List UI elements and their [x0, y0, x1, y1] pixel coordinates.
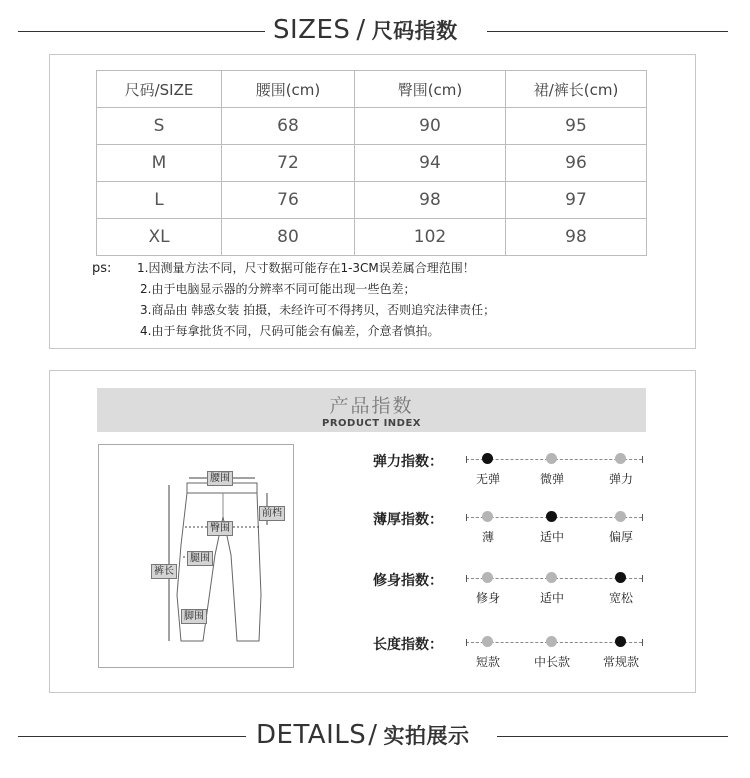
table-row	[97, 108, 647, 145]
hip-cell: 94	[355, 145, 506, 182]
pants-label-hip: 臀围	[207, 521, 233, 536]
index-label: 修身指数：	[373, 573, 443, 589]
sizes-header-en: SIZES	[273, 15, 351, 45]
col-header-size: 尺码/SIZE	[97, 71, 222, 108]
col-header-hip: 臀围(cm)	[355, 71, 506, 108]
index-dot-selected	[615, 572, 626, 583]
note-line: 2.由于电脑显示器的分辨率不同可能出现一些色差；	[140, 282, 416, 296]
pants-label-rise: 前档	[259, 506, 285, 521]
product-index-title-cn: 产品指数	[329, 395, 414, 417]
index-option: 适中	[539, 530, 565, 544]
pants-label-hem: 脚围	[181, 609, 207, 624]
note-line: 1.因测量方法不同，尺寸数据可能存在1-3CM误差属合理范围！	[137, 261, 475, 275]
sizes-header-title	[273, 15, 458, 45]
index-option: 微弹	[539, 472, 565, 486]
details-header-en: DETAILS	[256, 720, 367, 750]
index-option: 薄	[481, 530, 495, 544]
scale-tick	[466, 639, 467, 646]
index-label: 薄厚指数：	[373, 512, 443, 528]
sizes-header-slash: /	[356, 15, 366, 45]
sizes-header-cn: 尺码指数	[371, 19, 458, 43]
hip-cell: 98	[355, 182, 506, 219]
index-option: 中长款	[533, 655, 571, 669]
note-line: 4.由于每拿批货不同，尺码可能会有偏差，介意者慎拍。	[140, 324, 440, 338]
size-cell: M	[97, 145, 222, 182]
product-index-header	[97, 388, 646, 432]
pants-diagram	[98, 444, 294, 668]
table-row	[97, 145, 647, 182]
index-dot-selected	[482, 453, 493, 464]
size-cell: XL	[97, 219, 222, 256]
scale-tick	[466, 456, 467, 463]
table-row	[97, 182, 647, 219]
index-option: 弹力	[608, 472, 634, 486]
index-option: 偏厚	[608, 530, 634, 544]
length-cell: 95	[506, 108, 647, 145]
index-dot	[615, 511, 626, 522]
size-table	[96, 70, 647, 256]
pants-label-waist: 腰围	[207, 471, 233, 486]
length-cell: 96	[506, 145, 647, 182]
details-header-slash: /	[368, 720, 378, 750]
length-cell: 97	[506, 182, 647, 219]
index-dot	[546, 636, 557, 647]
waist-cell: 68	[222, 108, 355, 145]
scale-tick	[466, 575, 467, 582]
index-option: 常规款	[602, 655, 640, 669]
waist-cell: 76	[222, 182, 355, 219]
index-dot-selected	[615, 636, 626, 647]
col-header-waist: 腰围(cm)	[222, 71, 355, 108]
details-header-line-right	[497, 736, 728, 737]
notes-list	[137, 258, 495, 342]
hip-cell: 90	[355, 108, 506, 145]
index-dot	[546, 453, 557, 464]
hip-cell: 102	[355, 219, 506, 256]
size-table-header-row	[97, 71, 647, 108]
index-option: 修身	[475, 591, 501, 605]
length-cell: 98	[506, 219, 647, 256]
waist-cell: 80	[222, 219, 355, 256]
sizes-header-line-left	[18, 31, 265, 32]
index-dot	[482, 636, 493, 647]
details-header-title	[256, 720, 470, 750]
index-label: 长度指数：	[373, 637, 443, 653]
product-index-title-en: PRODUCT INDEX	[321, 418, 422, 429]
index-option: 宽松	[608, 591, 634, 605]
index-dot	[615, 453, 626, 464]
notes-prefix: ps:	[92, 261, 112, 276]
sizes-header-line-right	[487, 31, 728, 32]
details-header-line-left	[18, 736, 246, 737]
index-dot	[546, 572, 557, 583]
size-cell: S	[97, 108, 222, 145]
index-option: 短款	[475, 655, 501, 669]
index-label: 弹力指数：	[373, 454, 443, 470]
waist-cell: 72	[222, 145, 355, 182]
index-dot-selected	[546, 511, 557, 522]
size-cell: L	[97, 182, 222, 219]
note-line: 3.商品由 韩惑女装 拍摄，未经许可不得拷贝，否则追究法律责任；	[140, 303, 496, 317]
details-header-cn: 实拍展示	[383, 724, 470, 748]
pants-label-thigh: 腿围	[187, 551, 213, 566]
pants-label-length: 裤长	[151, 564, 177, 579]
table-row	[97, 219, 647, 256]
index-dot	[482, 511, 493, 522]
scale-tick	[642, 514, 643, 521]
scale-tick	[642, 639, 643, 646]
scale-tick	[642, 575, 643, 582]
index-dot	[482, 572, 493, 583]
index-option: 适中	[539, 591, 565, 605]
index-option: 无弹	[475, 472, 501, 486]
scale-tick	[466, 514, 467, 521]
col-header-length: 裙/裤长(cm)	[506, 71, 647, 108]
scale-tick	[642, 456, 643, 463]
